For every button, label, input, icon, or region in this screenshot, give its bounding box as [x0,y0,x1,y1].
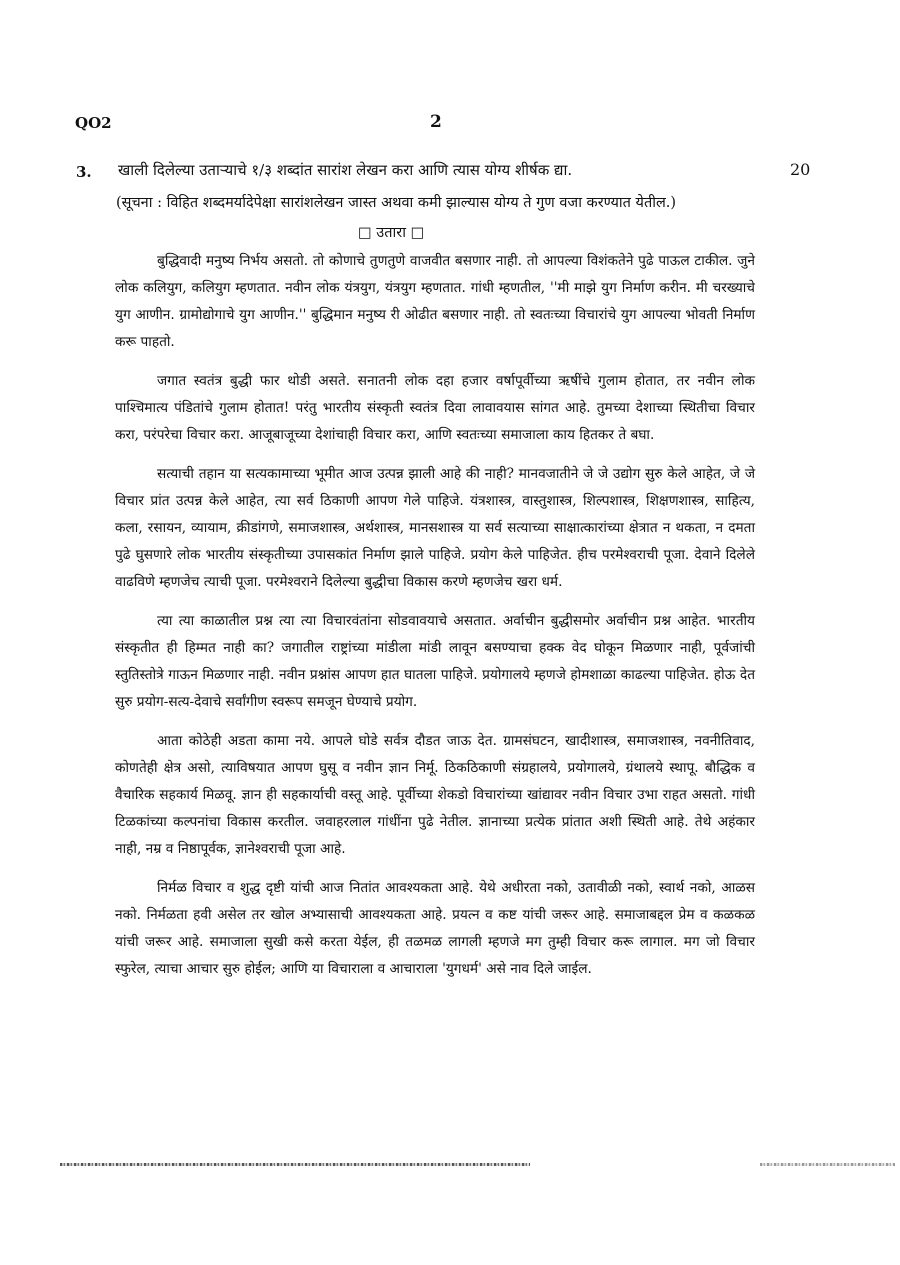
passage-heading: □ उतारा □ [358,225,425,241]
paper-code: QO2 [75,114,112,132]
question-marks: 20 [790,160,811,179]
question-note: (सूचना : विहित शब्दमर्यादेपेक्षा सारांशलेखन जास्त अथवा कमी झाल्यास योग्य ते गुण वजा करण्यात येतील.) [116,195,677,211]
passage-body [115,248,755,995]
passage-paragraph: आता कोठेही अडता कामा नये. आपले घोडे सर्वत्र दौडत जाऊ देत. ग्रामसंघटन, खादीशास्त्र, समाजशास्त्र, नवनीतिवाद, कोणतेही क्षेत्र असो, त्याविषयात आपण घुसू व नवीन ज्ञान निर्मू. ठिकठिकाणी संग्रहालये, प्रयोगालये, ग्रंथालये स्थापू. बौद्धिक व वैचारिक सहकार्य मिळवू. ज्ञान ही सहकार्याची वस्तू आहे. पूर्वीच्या शेकडो विचारांच्या खांद्यावर नवीन विचार उभा राहत असतो. गांधी टिळकांच्या कल्पनांचा विकास करतील. जवाहरलाल गांधींना पुढे नेतील. ज्ञानाच्या प्रत्येक प्रांतात अशी स्थिती आहे. तेथे अहंकार नाही, नम्र व निष्ठापूर्वक, ज्ञानेश्वराची पूजा आहे. [115,733,755,857]
question-text: खाली दिलेल्या उताऱ्याचे १/३ शब्दांत सारांश लेखन करा आणि त्यास योग्य शीर्षक द्या. [118,161,573,179]
passage-paragraph: बुद्धिवादी मनुष्य निर्भय असतो. तो कोणाचे तुणतुणे वाजवीत बसणार नाही. तो आपल्या विशंकतेने पुढे पाऊल टाकील. जुने लोक कलियुग, कलियुग म्हणतात. नवीन लोक यंत्रयुग, यंत्रयुग म्हणतात. गांधी म्हणतील, ''मी माझे युग निर्माण करीन. मी चरख्याचे युग आणीन. ग्रामोद्योगाचे युग आणीन.'' बुद्धिमान मनुष्य री ओढीत बसणार नाही. तो स्वतःच्या विचारांचे युग आपल्या भोवती निर्माण करू पाहतो. [115,253,755,350]
passage-paragraph: त्या त्या काळातील प्रश्न त्या त्या विचारवंतांना सोडवावयाचे असतात. अर्वाचीन बुद्धीसमोर अर्वाचीन प्रश्न आहेत. भारतीय संस्कृतीत ही हिम्मत नाही का? जगातील राष्ट्रांच्या मांडीला मांडी लावून बसण्याचा हक्क वेद घोकून मिळणार नाही, पूर्वजांची स्तुतिस्तोत्रे गाऊन मिळणार नाही. नवीन प्रश्नांस आपण हात घातला पाहिजे. प्रयोगालये म्हणजे होमशाळा काढल्या पाहिजेत. होऊ देत सुरु प्रयोग-सत्य-देवाचे सर्वांगीण स्वरूप समजून घेण्याचे प्रयोग. [115,613,755,710]
passage-paragraph: जगात स्वतंत्र बुद्धी फार थोडी असते. सनातनी लोक दहा हजार वर्षापूर्वीच्या ऋषींचे गुलाम होतात, तर नवीन लोक पाश्चिमात्य पंडितांचे गुलाम होतात! परंतु भारतीय संस्कृती स्वतंत्र दिवा लावावयास सांगत आहे. तुमच्या देशाच्या स्थितीचा विचार करा, परंपरेचा विचार करा. आजूबाजूच्या देशांचाही विचार करा, आणि स्वतःच्या समाजाला काय हितकर ते बघा. [115,373,755,443]
footer-scan-line-right [760,1163,895,1166]
passage-paragraph: सत्याची तहान या सत्यकामाच्या भूमीत आज उत्पन्न झाली आहे की नाही? मानवजातीने जे जे उद्योग सुरु केले आहेत, जे जे विचार प्रांत उत्पन्न केले आहेत, त्या सर्व ठिकाणी आपण गेले पाहिजे. यंत्रशास्त्र, वास्तुशास्त्र, शिल्पशास्त्र, शिक्षणशास्त्र, साहित्य, कला, रसायन, व्यायाम, क्रीडांगणे, समाजशास्त्र, अर्थशास्त्र, मानसशास्त्र या सर्व सत्याच्या साक्षात्कारांच्या क्षेत्रात न थकता, न दमता पुढे घुसणारे लोक भारतीय संस्कृतीच्या उपासकांत निर्माण झाले पाहिजे. प्रयोग केले पाहिजेत. हीच परमेश्वराची पूजा. देवाने दिलेले वाढविणे म्हणजेच त्याची पूजा. परमेश्वराने दिलेल्या बुद्धीचा विकास करणे म्हणजेच खरा धर्म. [115,466,755,590]
passage-paragraph: निर्मळ विचार व शुद्ध दृष्टी यांची आज नितांत आवश्यकता आहे. येथे अधीरता नको, उतावीळी नको, स्वार्थ नको, आळस नको. निर्मळता हवी असेल तर खोल अभ्यासाची आवश्यकता आहे. प्रयत्न व कष्ट यांची जरूर आहे. समाजाबद्दल प्रेम व कळकळ यांची जरूर आहे. समाजाला सुखी कसे करता येईल, ही तळमळ लागली म्हणजे मग तुम्ही विचार करू लागाल. मग जो विचार स्फुरेल, त्याचा आचार सुरु होईल; आणि या विचाराला व आचाराला 'युगधर्म' असे नाव दिले जाईल. [115,880,755,977]
footer-scan-line [60,1163,530,1166]
question-number: 3. [76,163,92,181]
page-number: 2 [430,112,442,132]
